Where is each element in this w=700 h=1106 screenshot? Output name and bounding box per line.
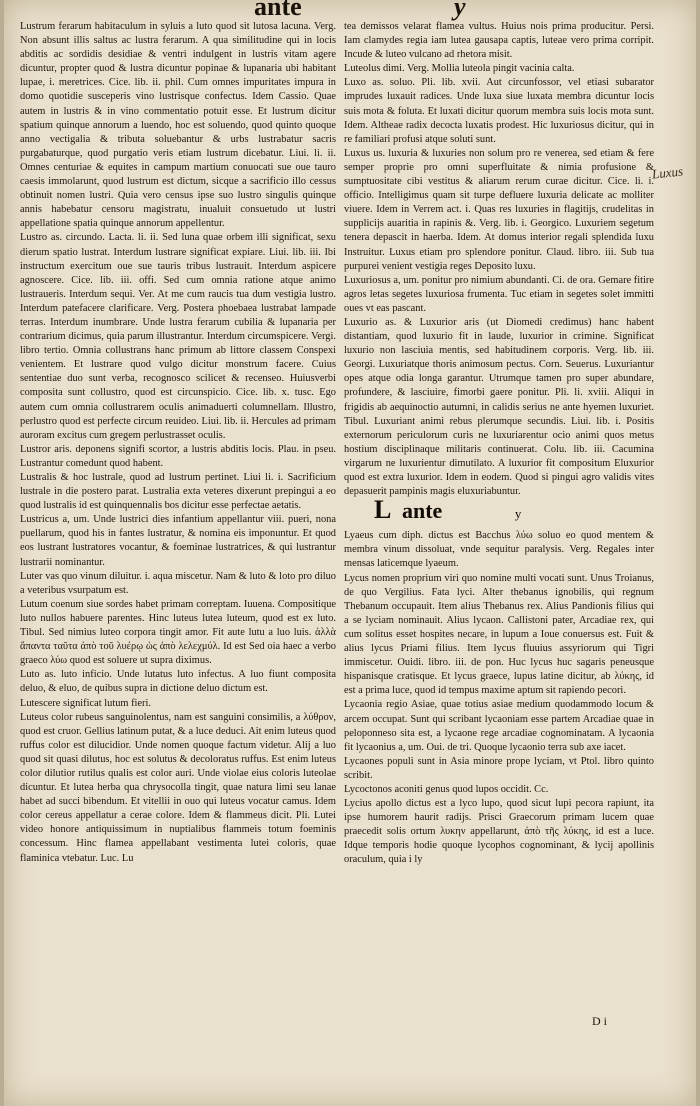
entry-luteolus: Luteolus dimi. Verg. Mollia luteola pingit vacinia calta. — [344, 63, 575, 75]
entry-luter: Luter vas quo vinum diluitur. i. aqua miscetur. Nam & luto & loto pro diluo a veteribus vsurpatum est. — [20, 570, 336, 596]
entry-lycius: Lycius apollo dictus est a lyco lupo, quod sicut lupi pecora rapiunt, ita ipse humorem haurit radijs. Prisci Graecorum primam lucem quae praecedit solis ortum λυκην appellarunt, ἀπὸ τῆς λύκης, id est a luce. Idque temporis hodie quoque lycophos cognominant, & lycij apollinis oraculum, quia i ly — [344, 798, 654, 866]
entry-lustro: Lustro as. circundo. Lacta. li. ii. Sed luna quae orbem illi significat, sexu dierum spatio lustrat. Interdum lustrare significat expiare. Liui. lib. iii. Ibi instructum exercitum oue sue tauris tribus lustrauit. Interdum aspicere agnoscere. Cice. lib. iii. offi. Sed cum omnia ratione atque animo lustraueris. Interdum sequi. Ver. At me cum raucis tua dum vestigia lustro. Interdum patefacere clarificare. Verg. Postera phoebaea lustrabat lampade terras. Interdum inumbrare. Unde lustra ferarum cubilia & lupanaria per contrarium dicimus, quia parum illustrantur. Interdum circumspicere. Vergi. libro tertio. Omnia collustrans hanc primum ab littore classem Conspexi venientem. Et lustrare quod vulgo dicitur monstrum facere. Cuius sententiae duo sunt verba, recognosco scilicet & recenseo. Huiusverbi composita sunt collustro, quod est circunspicio. Cice. lib. x. tusc. Ego autem cum omnia collustrarem oculis animaduerti columnellam. Illustro, perlustro quod est perfecte circum reuideo. Liui. lib. ii. Hercules ad primam auroram excitus cum gregem perlustrasset oculis. — [20, 232, 336, 441]
entry-lutea-cont: tea demissos velarat flamea vultus. Huius nois prima producitur. Persi. Iam clamydes regia iam lutea gausapa captis, luteae vero prima corripit. Incude & luteo vulcano ad rhetora misit. — [344, 21, 654, 61]
right-column — [344, 20, 654, 868]
section-heading-l-ante-y — [344, 495, 654, 525]
signature-mark: D i — [592, 1014, 607, 1028]
entry-luxuriosus: Luxuriosus a, um. ponitur pro nimium abundanti. Ci. de ora. Gemare fitire agros letas segetes luxuriosa frumenta. Tuc etiam in segetes solet immitti oues vt eas pascant. — [344, 274, 654, 314]
entry-luxus: Luxus us. luxuria & luxuries non solum pro re venerea, sed etiam & fere semper proprie pro omni superfluitate & nimia profusione & sumptuositate cibi vestitus & aliarum rerum curae dicitur. Cice. li. i. officio. Intelligimus quam sit turpe defluere luxuria delicate ac molliter viuere. Idem in Verrem act. i. Quas res luxuries in flagitijs, crudelitas in supplicijs auaritia in rapinis &. Verg. lib. i. Georgico. Luxuriem segetum tenera depascit in haerba. Idem. At domus interior regali splendida luxu Instruitur. Luxus etiam pro splendore ponitur. Claud. libro. iii. Sub tua purpurei venient vestigia reges Deposito luxu. — [344, 147, 654, 272]
left-column — [20, 20, 336, 866]
section-initial: L — [374, 495, 392, 525]
running-head-left: ante — [254, 0, 302, 21]
entry-lustrum: Lustrum ferarum habitaculum in syluis a luto quod sit lutosa lacuna. Verg. Non absunt illis saltus ac lustra ferarum. A qua similitudine qui in locis abditis ac sordidis desidiae & ventri indulgent in lustris vitam agere dicuntur, propter quod & lustra dicuntur popinae & lupanaria ubi habitant lupae, i. meretrices. Cice. lib. ii. phil. Cum omnes impuritates impura in domo quotidie susceperis vino lustrisque confectus. Idem Cassio. Quae autem in lustris & in vino commentatio potuit esse. Et lustrum dicitur spatium quinque annorum a luendo, hoc est soluendo, quod quinto quoque anno vectigalia & tributa soluebantur & urbs lustrabatur sacris purgabaturque, quod purgatio veris etiam lustrum dicebatur. Liui. li. ii. Omnes centuriae & equites in campum martium conuocati sue oue tauro caesis immolarunt, quod lustrum est dictum, sicque a sacrificio illo cessus obtinuit nomen lustri. Quia vero census ipse suo lustro singulis quinque annis habebatur censoru magistratu, inualuit consuetudo ut lustri appellatione spatia quinque annorum appellentur. — [20, 21, 336, 230]
entry-luteus: Luteus color rubeus sanguinolentus, nam est sanguini consimilis, a λύθρον, quod est cruor. Gellius latinum putat, & a luce deduci. Ait enim luteus quod ruffus color est dilucidior. Unde nomen quoque factum videtur. Alij a luo quod sit quasi dilutus, hoc est solutus & decoloratus ruffus. Est enim luteus color dilutior rutilus qualis est color auri. Unde violae eius coloris luteolae dicuntur. Et lutea herba qua chrysocolla tingit, quae natura limi seu lanae habet ad succi bibendum. Et vitellii in ouo qui luteus vocatur camus. Idem color cereus appellatur a cerae colore. Idem & flammeus dicit. Pli. Lutei video honore antiquissimum in nuptialibus flammeis totum foeminis concessum. Hinc flamea appellabant vestimenta lutei coloris, quae flaminica vtebatur. Luc. Lu — [20, 711, 336, 864]
entry-lycoctonos: Lycoctonos aconiti genus quod lupos occidit. Cc. — [344, 783, 549, 795]
entry-lycaonia: Lycaonia regio Asiae, quae totius asiae medium quodammodo locum & arcem occupat. Sunt qui scribant lycaoniam esse partem Arcadiae quae in peloponneso sita est, a lycaone rege arcadiae cognominatam. A lycaonia fit lycaonius a, um. Oui. de tri. Quoque lycaonio terra sub axe iacet. — [344, 699, 654, 753]
handwritten-margin-note: Luxus — [651, 163, 684, 182]
entry-luxo: Luxo as. soluo. Pli. lib. xvii. Aut circunfossor, vel etiasi subarator imprudes luxauit radices. Unde luxa siue luxata membra dicuntur locis suis mota & foluta. Et luxati dicitur quorum membra suis locis mota sunt. Idem. Altheae radix decocta luxatis prodest. Hic luxuriosus dicitur, qui in re familiari profusi atque soluti sunt. — [344, 77, 654, 145]
entry-lyaeus: Lyaeus cum diph. dictus est Bacchus λύω soluo eo quod mentem & membra vinum dissoluat, vnde sequitur paralysis. Verg. Regales inter mensas laticemque lyaeum. — [344, 530, 654, 570]
entry-lustror: Lustror aris. deponens signifi scortor, a lustris abditis locis. Plau. in pseu. Lustrantur comedunt quod habent. — [20, 443, 336, 469]
entry-lutum: Lutum coenum siue sordes habet primam correptam. Iuuena. Compositique luto nullos habuere parentes. Hinc luteus lutea luteum, quod est ex luto. Tibul. Sed nimius luteo corpora tingit amor. Fit aute lutu a luo luis. ἀλλὰ ἅπαντα ταῦτα ἀπὸ τοῦ λυέρῳ ὡς ἀπὸ λελεχμύλ. Id est Sed oia haec a verbo graeco λύω quod est soluere ut supra diximus. — [20, 598, 336, 667]
section-tail: y — [514, 506, 522, 522]
entry-lycus: Lycus nomen proprium viri quo nomine multi vocati sunt. Unus Troianus, de quo Vergilius. Fata lyci. Alter thebanus ignobilis, qui regnum Thebanum occupauit. Item alius Thebanus rex. Alius Pandionis filius qui a se lyciam nominauit. Alius lycaon. Callistoni pater, Arcadiae rex, qui cum solitus esset hospites necare, in lupum a Ioue conuersus est. Fuit & alius lycus Priami filius. Item lycus fluuius assyriorum qui Tigri immiscetur. Ouidi. libro. iii. de pon. Huc lycus huc sagaris peneusque hispanisque cratisque. Et lycus graece, lupus latine dicitur, ab λύκης, id est a prima luce, quod id tempus maxime aptum sit rapiendo pecori. — [344, 572, 654, 697]
running-head-right: y — [454, 0, 466, 21]
page — [4, 0, 696, 1106]
entry-luto: Luto as. luto inficio. Unde lutatus luto infectus. A luo fiunt composita deluo, & eluo, de quibus supra in dictione deluo dictum est. — [20, 669, 336, 695]
entry-lycaones: Lycaones populi sunt in Asia minore prope lyciam, vt Ptol. libro quinto scribit. — [344, 755, 654, 781]
entry-lutescere: Lutescere significat lutum fieri. — [20, 697, 151, 709]
entry-lustricus: Lustricus a, um. Unde lustrici dies infantium appellantur viii. pueri, nona puellarum, quod his in fantes lustratur, & nomina eis imponuntur. Et quod eos lustrant lustratores vocantur, & foeminae lustratrices, & qui lustrantur lustrarii nominantur. — [20, 514, 336, 568]
entry-luxurio: Luxurio as. & Luxurior aris (ut Diomedi credimus) hanc habent distantiam, quod luxurio fit in laude, luxurior in crimine. Significat luxurio non lasciuia mentis, sed habitudinem corporis. Verg. lib. iii. Georgi. Luxuriatque thoris animosum pectus. Corn. Seuerus. Luxuriantur opes atque odia longa garantur. Utrumque tamen pro super abundare, profundere, & lasciuire, fimorbi gaere ponitur. Pli. li. xviii. Aliqui in frigidis ab aequinoctio autumni, in calidis serius ne ante hyemen luxuriet. Tibul. Luxuriant animi rebus plerumque secundis. Liui. lib. i. Positis externorum periculorum curis ne luxuriarentur ocio animi quos metus hostium disciplinaque militaris continuerat. Colu. lib. iii. Cacumina virgarum ne luxurientur dimutilato. A luxurior fit compositum Eluxurior quod est extra luxurior. Idem in eodem. Quod si pingui agro validis vites depasuerit pampinis magis eluxuriabuntur. — [344, 316, 654, 498]
entry-lustralis: Lustralis & hoc lustrale, quod ad lustrum pertinet. Liui li. i. Sacrificium lustrale in die postero parat. Lustralia exta veteres dixerunt prepingui a eo quod lustralis id est quinquennalis bos dicitur esse perfectae aetatis. — [20, 472, 336, 512]
section-word: ante — [401, 498, 443, 524]
